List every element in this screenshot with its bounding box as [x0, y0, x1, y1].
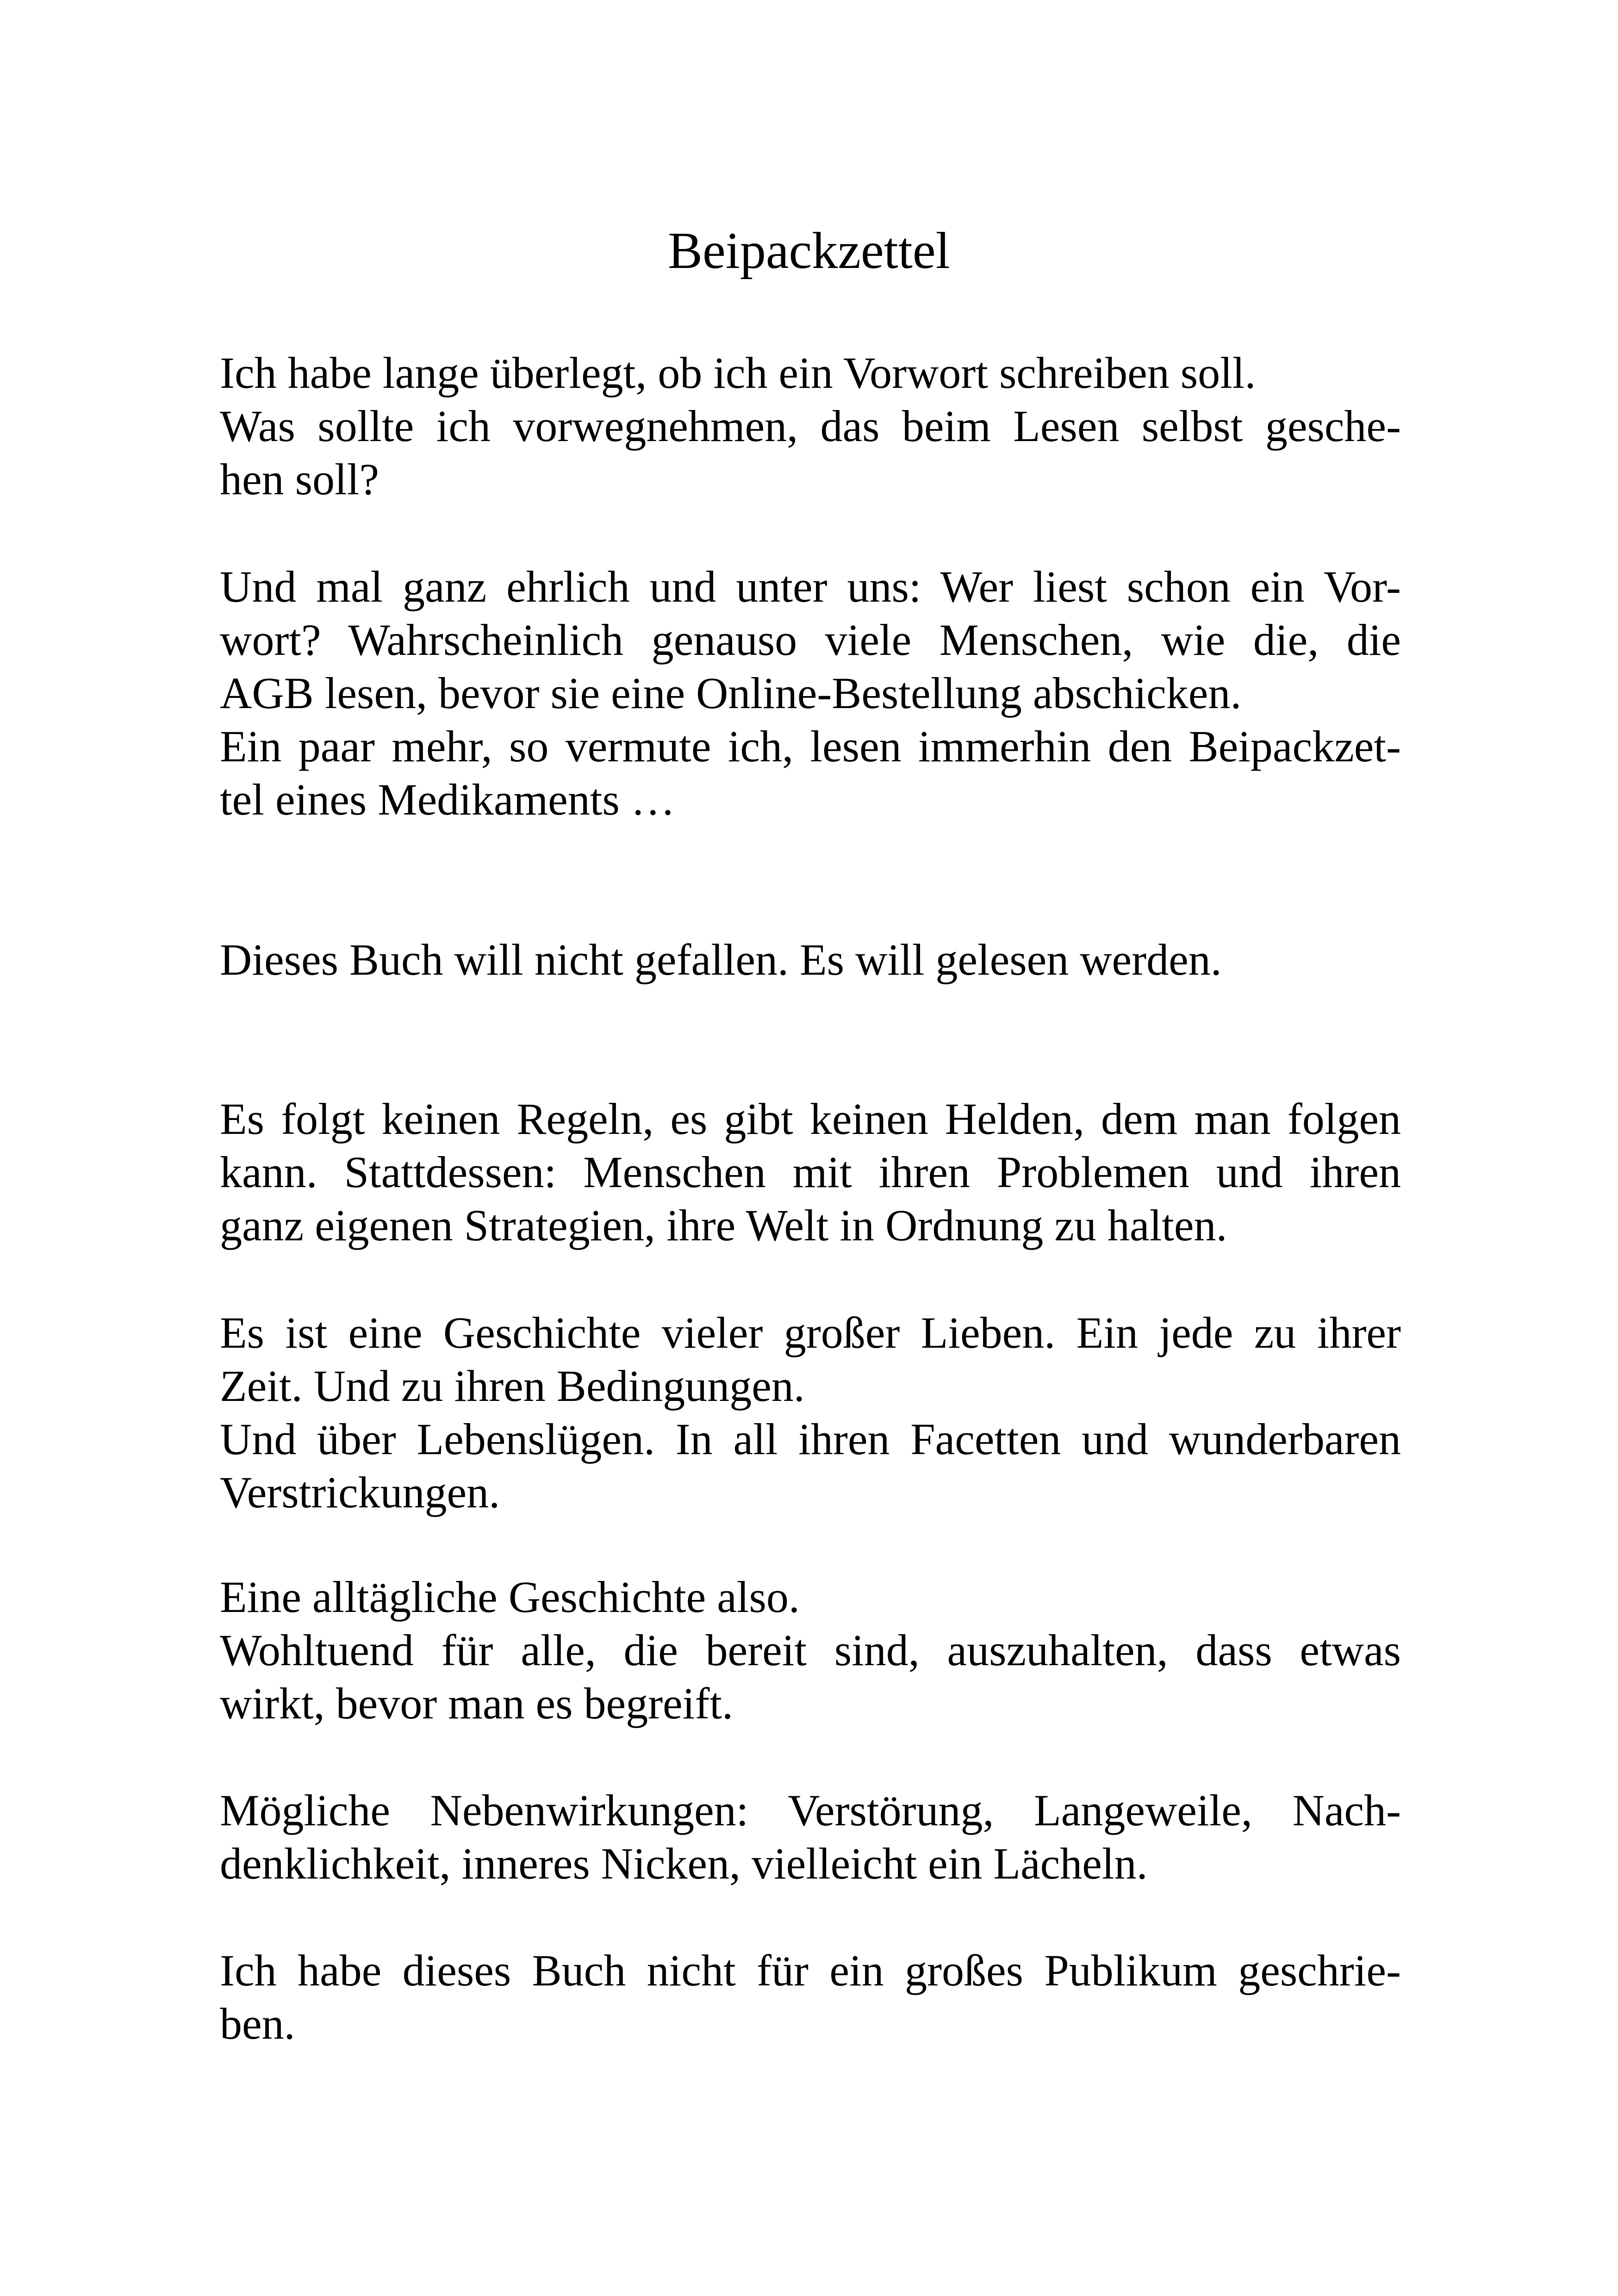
text-line: wort? Wahrscheinlich genauso viele Menschen, wie die, die	[220, 615, 1401, 665]
text-line: Es folgt keinen Regeln, es gibt keinen Helden, dem man folgen	[220, 1094, 1401, 1144]
text-line: Verstrickungen.	[220, 1468, 500, 1517]
text-line: Ein paar mehr, so vermute ich, lesen immerhin den Beipackzet-	[220, 722, 1401, 771]
paragraph-6	[220, 1570, 1401, 1730]
text-line: Ich habe lange überlegt, ob ich ein Vorwort schreiben soll.	[220, 348, 1256, 398]
text-line: denklichkeit, inneres Nicken, vielleicht ein Lächeln.	[220, 1839, 1148, 1888]
text-line: Es ist eine Geschichte vieler großer Lieben. Ein jede zu ihrer	[220, 1308, 1401, 1357]
text-line: Mögliche Nebenwirkungen: Verstörung, Langeweile, Nach-	[220, 1786, 1401, 1835]
paragraph-2	[220, 560, 1401, 826]
text-line: kann. Stattdessen: Menschen mit ihren Problemen und ihren	[220, 1147, 1401, 1197]
text-line: Zeit. Und zu ihren Bedingungen.	[220, 1361, 805, 1411]
paragraph-8	[220, 1944, 1401, 2050]
text-line: tel eines Medikaments …	[220, 775, 675, 824]
text-line: Und mal ganz ehrlich und unter uns: Wer liest schon ein Vor-	[220, 562, 1401, 611]
text-line: Was sollte ich vorwegnehmen, das beim Lesen selbst gesche-	[220, 401, 1401, 451]
paragraph-1	[220, 346, 1401, 506]
paragraph-5	[220, 1306, 1401, 1519]
paragraph-4	[220, 1092, 1401, 1252]
text-line: hen soll?	[220, 454, 379, 504]
text-line: Wohltuend für alle, die bereit sind, auszuhalten, dass etwas	[220, 1625, 1401, 1675]
text-line: ben.	[220, 1999, 295, 2048]
text-line: wirkt, bevor man es begreift.	[220, 1679, 733, 1728]
paragraph-3	[220, 933, 1222, 986]
page-title: Beipackzettel	[668, 222, 950, 280]
text-line: AGB lesen, bevor sie eine Online-Bestellung abschicken.	[220, 668, 1242, 718]
paragraph-7	[220, 1784, 1401, 1890]
text-line: Dieses Buch will nicht gefallen. Es will gelesen werden.	[220, 935, 1222, 984]
text-line: Ich habe dieses Buch nicht für ein großes Publikum geschrie-	[220, 1946, 1401, 1995]
text-line: Eine alltägliche Geschichte also.	[220, 1572, 800, 1622]
text-line: ganz eigenen Strategien, ihre Welt in Ordnung zu halten.	[220, 1201, 1227, 1250]
text-line: Und über Lebenslügen. In all ihren Facetten und wunderbaren	[220, 1414, 1401, 1464]
